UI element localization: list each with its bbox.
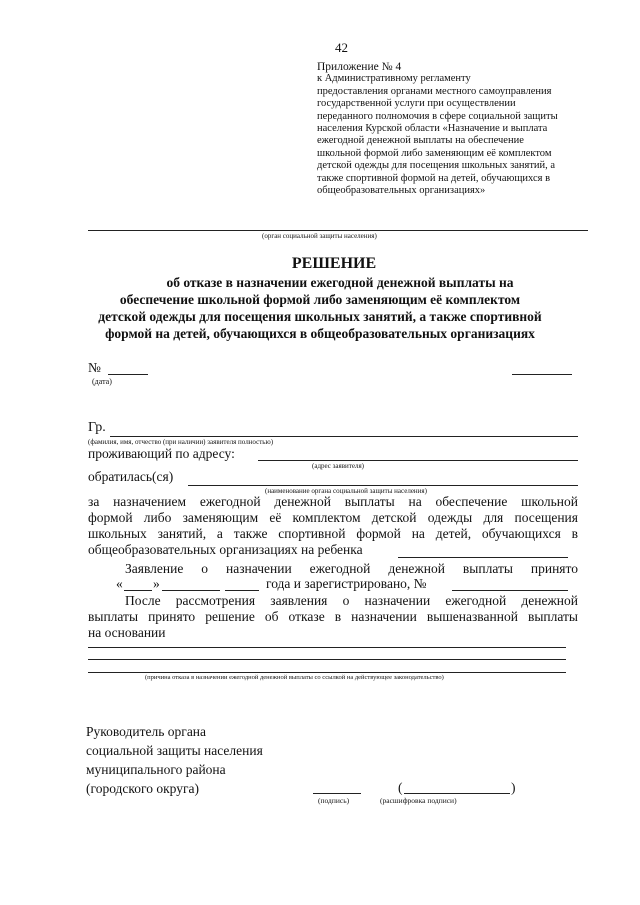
appendix-line: государственной услуги при осуществлении [317,98,516,110]
decoding-field[interactable] [404,793,510,794]
organ-name-caption: (наименование органа социальной защиты населения) [265,487,427,495]
body-line: школьных занятий, а также спортивной формой на детей, обучающихся в [88,526,578,541]
organ-line [88,230,588,231]
appendix-line: общеобразовательных организациях» [317,185,486,197]
address-label: проживающий по адресу: [88,446,235,461]
number-label: № [88,360,101,375]
after-line: После рассмотрения заявления о назначении ежегодной денежной [125,593,578,608]
signatory-line: социальной защиты населения [86,743,263,758]
after-line: выплаты принято решение об отказе в назначении вышеназванной выплаты [88,609,578,624]
body-line: формой либо заменяющим её комплектом детской одежды для посещения [88,510,578,525]
year-field[interactable] [225,590,259,591]
statement-line: Заявление о назначении ежегодной денежной выплаты принято [125,561,578,576]
date-open-quote: « [116,576,123,591]
subtitle-line: об отказе в назначении ежегодной денежной выплаты на [166,275,514,290]
signatory-line: (городского округа) [86,781,200,796]
signature-field[interactable] [313,793,361,794]
appendix-line: переданного полномочия в сфере социальной защиты [317,110,558,122]
appendix-line: школьной формой либо заменяющим её комплектом [317,147,552,159]
reason-caption: (причина отказа в назначении ежегодной денежной выплаты со ссылкой на действующее законодательство) [145,674,444,681]
subtitle-line: формой на детей, обучающихся в общеобразовательных организациях [105,326,535,341]
registration-number-field[interactable] [452,590,568,591]
date-field[interactable] [512,374,572,375]
applied-label: обратилась(ся) [88,469,174,484]
address-caption: (адрес заявителя) [312,462,364,470]
month-field[interactable] [162,590,220,591]
subtitle-line: детской одежды для посещения школьных занятий, а также спортивной [98,309,542,324]
appendix-line: к Административному регламенту [317,73,471,85]
decoding-caption: (расшифровка подписи) [380,796,457,805]
date-caption: (дата) [92,377,112,386]
reason-field[interactable] [88,647,566,648]
date-close-quote: » [153,576,160,591]
page-number: 42 [335,40,348,55]
appendix-line: ежегодной денежной выплаты на обеспечение [317,135,524,147]
child-field[interactable] [398,557,568,558]
subtitle-line: обеспечение школьной формой либо заменяющим её комплектом [119,292,521,307]
signature-caption: (подпись) [318,796,350,805]
appendix-line: детской одежды для посещения школьных занятий, а [317,160,556,172]
signatory-line: Руководитель органа [86,724,207,739]
organ-caption: (орган социальной защиты населения) [262,232,377,240]
fio-caption: (фамилия, имя, отчество (при наличии) заявителя полностью) [88,438,274,446]
number-field[interactable] [108,374,148,375]
appendix-line: предоставления органами местного самоуправления [317,85,552,97]
address-field[interactable] [258,460,578,461]
day-field[interactable] [124,590,152,591]
appendix-line: населения Курской области «Назначение и выплата [317,123,548,135]
decoding-paren-close: ) [511,780,516,795]
document-title: РЕШЕНИЕ [291,255,377,272]
body-line: за назначением ежегодной денежной выплаты на обеспечение школьной [88,494,578,509]
appendix-line: Приложение № 4 [317,61,402,73]
reason-field[interactable] [88,659,566,660]
child-line: общеобразовательных организациях на ребенка [88,542,363,557]
organ-name-field[interactable] [188,485,578,486]
signatory-line: муниципального района [86,762,226,777]
appendix-line: также спортивной формой на детей, обучающихся в [317,172,551,184]
reason-field[interactable] [88,672,566,673]
basis-line: на основании [88,625,166,640]
appendix-block [317,61,587,197]
gr-label: Гр. [88,420,106,435]
year-registered-text: года и зарегистрировано, № [266,576,427,591]
decoding-paren-open: ( [398,780,403,795]
fio-field[interactable] [110,436,578,437]
